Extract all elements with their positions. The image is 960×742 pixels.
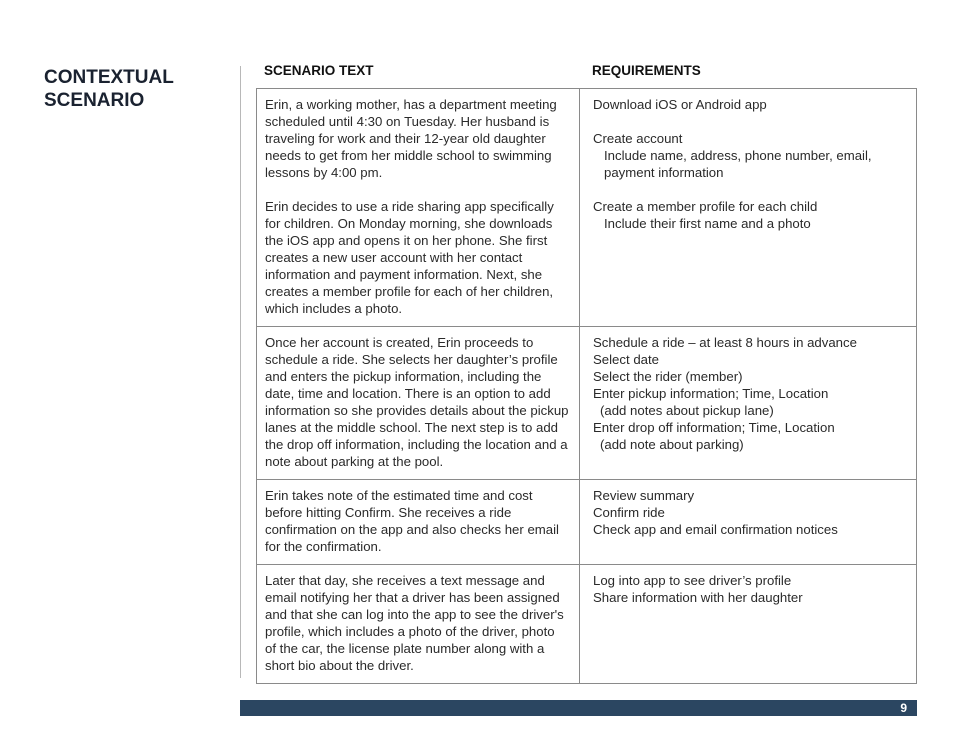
- scenario-paragraph: Erin takes note of the estimated time and cost before hitting Confirm. She receives a ride confirmation on the app and also checks her email for the confirmation.: [265, 488, 559, 554]
- requirement-item: Review summary: [593, 488, 695, 503]
- requirement-item: Log into app to see driver’s profile: [593, 573, 792, 588]
- scenario-table: [256, 88, 917, 684]
- page-title-text: CONTEXTUAL SCENARIO: [44, 67, 174, 111]
- requirement-item: Include their first name and a photo: [604, 216, 811, 231]
- requirement-item: (add note about parking): [600, 437, 744, 452]
- scenario-cell: [257, 327, 580, 480]
- table-row: [257, 327, 917, 480]
- scenario-paragraph: Erin, a working mother, has a department meeting scheduled until 4:30 on Tuesday. Her husband is traveling for work and their 12-year old daughter needs to get from her middle school to swimming lessons by 4:00 pm.: [265, 97, 557, 180]
- requirement-item: Include name, address, phone number, email,: [604, 148, 872, 163]
- requirement-item: Download iOS or Android app: [593, 97, 767, 112]
- requirements-cell: [580, 565, 917, 684]
- requirements-cell: [580, 480, 917, 565]
- footer-bar: [240, 700, 917, 716]
- requirements-cell: [580, 89, 917, 327]
- requirement-item: Enter drop off information; Time, Location: [593, 420, 835, 435]
- requirement-item: Schedule a ride – at least 8 hours in advance: [593, 335, 857, 350]
- requirement-item: Select the rider (member): [593, 369, 743, 384]
- requirement-item: Share information with her daughter: [593, 590, 803, 605]
- requirements-cell: [580, 327, 917, 480]
- scenario-cell: [257, 89, 580, 327]
- scenario-table-body: [257, 89, 917, 684]
- requirement-item: Create account: [593, 131, 683, 146]
- table-row: [257, 565, 917, 684]
- scenario-cell: [257, 565, 580, 684]
- page-title: [44, 66, 224, 112]
- scenario-paragraph: Later that day, she receives a text message and email notifying her that a driver has been assigned and that she can log into the app to see the driver's profile, which includes a photo of the driver, photo of the car, the license plate number along with a short bio about the driver.: [265, 573, 564, 673]
- table-row: [257, 480, 917, 565]
- requirement-item: payment information: [604, 165, 724, 180]
- requirement-item: Select date: [593, 352, 659, 367]
- requirement-item: Confirm ride: [593, 505, 665, 520]
- column-header-scenario: SCENARIO TEXT: [264, 63, 374, 78]
- requirement-item: Check app and email confirmation notices: [593, 522, 838, 537]
- requirement-item: Enter pickup information; Time, Location: [593, 386, 829, 401]
- column-header-requirements: REQUIREMENTS: [592, 63, 701, 78]
- table-row: [257, 89, 917, 327]
- requirement-item: Create a member profile for each child: [593, 199, 818, 214]
- scenario-paragraph: Erin decides to use a ride sharing app specifically for children. On Monday morning, she downloads the iOS app and opens it on her phone. She first creates a new user account with her contact information and payment information. Next, she creates a member profile for each of her children, which includes a photo.: [265, 199, 554, 316]
- requirement-spacer: [593, 113, 906, 130]
- scenario-paragraph: Once her account is created, Erin proceeds to schedule a ride. She selects her daughter’s profile and enters the pickup information, including the date, time and location. There is an option to add information so she provides details about the pickup lanes at the middle school. The next step is to add the drop off information, including the location and a note about parking at the pool.: [265, 335, 569, 469]
- page-number: 9: [900, 701, 907, 715]
- vertical-divider: [240, 66, 241, 678]
- scenario-cell: [257, 480, 580, 565]
- requirement-item: (add notes about pickup lane): [600, 403, 774, 418]
- requirement-spacer: [593, 181, 906, 198]
